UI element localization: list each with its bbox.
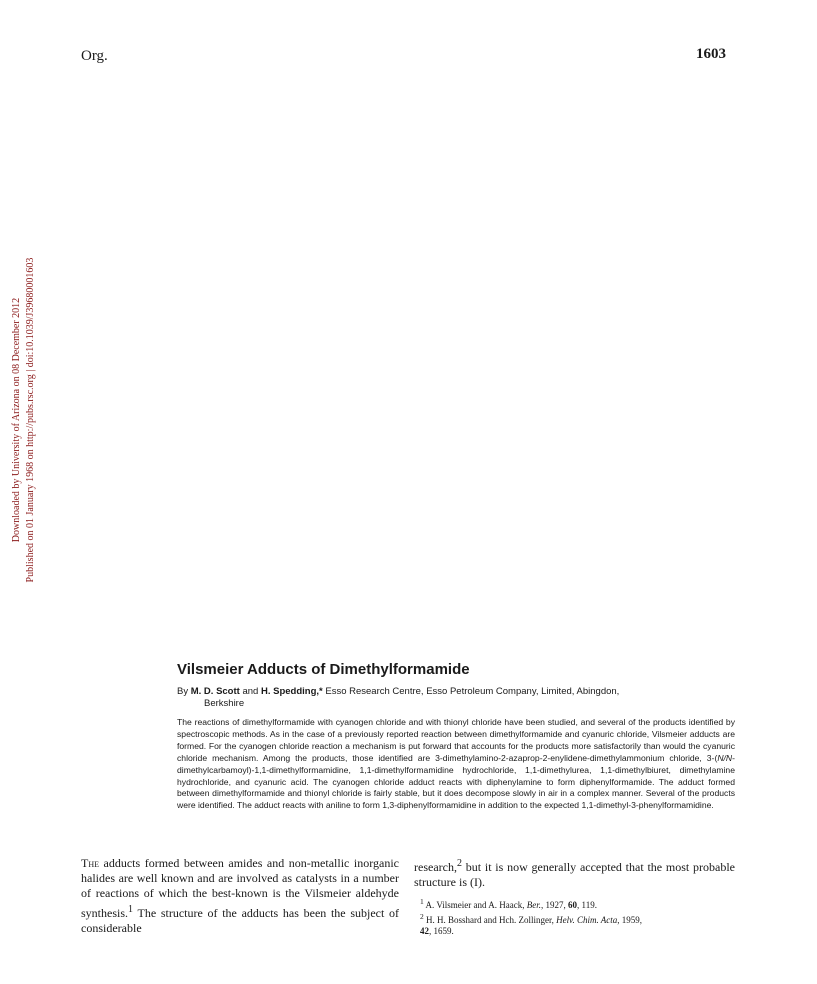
- byline: [177, 686, 737, 710]
- footnote-2-journal: Helv. Chim. Acta: [556, 915, 618, 925]
- body-left-column: [81, 856, 399, 936]
- publication-notice: Published on 01 January 1968 on http://pubs.rsc.org | doi:10.1039/J39680001603: [25, 257, 36, 583]
- body-text-2: The structure of the adducts has been the subject of considerable: [81, 905, 399, 935]
- abstract: [177, 717, 735, 812]
- footnote-1: [414, 896, 735, 911]
- by-label: By: [177, 686, 189, 697]
- article-title: Vilsmeier Adducts of Dimethylformamide: [177, 661, 470, 678]
- footnotes: [414, 896, 735, 937]
- page-number: 1603: [696, 46, 726, 62]
- download-notice: Downloaded by University of Arizona on 08 December 2012: [11, 297, 22, 543]
- body-text-4: but it is now generally accepted that the most probable structure is (I).: [414, 860, 735, 890]
- footnote-1-volume: 60: [568, 900, 578, 910]
- body-text-1: adducts formed between amides and non-metallic inorganic halides are well known and are involved as catalysts in a number of reactions of which the best-known is the Vilsmeier aldehyde synthesis.: [81, 856, 399, 920]
- footnote-2-number: 2: [420, 912, 424, 921]
- author-spedding: H. Spedding,*: [260, 686, 323, 697]
- footnote-1-year: , 1927,: [541, 900, 569, 910]
- footnote-2-page: , 1659.: [429, 926, 454, 936]
- footnote-2-year: , 1959,: [617, 915, 643, 925]
- affiliation: Esso Research Centre, Esso Petroleum Company, Limited, Abingdon,: [325, 686, 620, 697]
- ref-2: 2: [456, 858, 462, 869]
- abstract-text-2: -dimethylcarbamoyl)-1,1-dimethylformamidine, 1,1-dimethylformamidine hydrochloride, 1,1-dimethylurea, 1,1-dimethylbiuret, dimethylamine hydrochloride, and cyanuric acid. The cyanogen chloride adduct reacts with diphenylamine to form diphenylformamide. The adduct formed between dimethylformamide and thionyl chloride is fairly stable, but it does decompose slowly in air in a complex manner. Several of the products were identified. The adduct reacts with aniline to form 1,3-diphenylformamidine in addition to the expected 1,1-dimethyl-3-phenylformamidine.: [177, 752, 735, 811]
- footnote-1-number: 1: [420, 897, 424, 906]
- footnote-1-page: , 119.: [577, 900, 597, 910]
- footnote-1-journal: Ber.: [526, 900, 542, 910]
- abstract-italic: N/N: [717, 752, 733, 763]
- footnote-2-cont: [414, 926, 735, 937]
- affiliation-cont: Berkshire: [204, 698, 245, 709]
- abstract-text-1: The reactions of dimethylformamide with cyanogen chloride and with thionyl chloride have been studied, and several of the products identified by spectroscopic methods. As in the case of a previously reported reaction between dimethylformamide and cyanuric chloride, Vilsmeier adducts are formed. For the cyanogen chloride reaction a mechanism is put forward that accounts for the products more satisfactorily than would the cyanuric chloride mechanism. Among the products, those identified are 3-dimethylamino-2-azaprop-2-enylidene-dimethylammonium chloride, 3-(: [177, 717, 735, 763]
- ref-1: 1: [128, 903, 134, 915]
- author-scott: M. D. Scott: [190, 686, 240, 697]
- lead-word: The: [81, 856, 99, 870]
- footnote-1-authors: A. Vilsmeier and A. Haack,: [423, 900, 527, 910]
- footnote-2: [414, 911, 735, 926]
- body-text-3: research,: [414, 860, 457, 874]
- footnote-2-volume: 42: [420, 926, 429, 936]
- footnote-2-authors: H. H. Bosshard and Hch. Zollinger,: [423, 915, 557, 925]
- journal-name: Org.: [81, 48, 108, 64]
- and-label: and: [242, 686, 259, 697]
- body-right-column: [414, 856, 735, 890]
